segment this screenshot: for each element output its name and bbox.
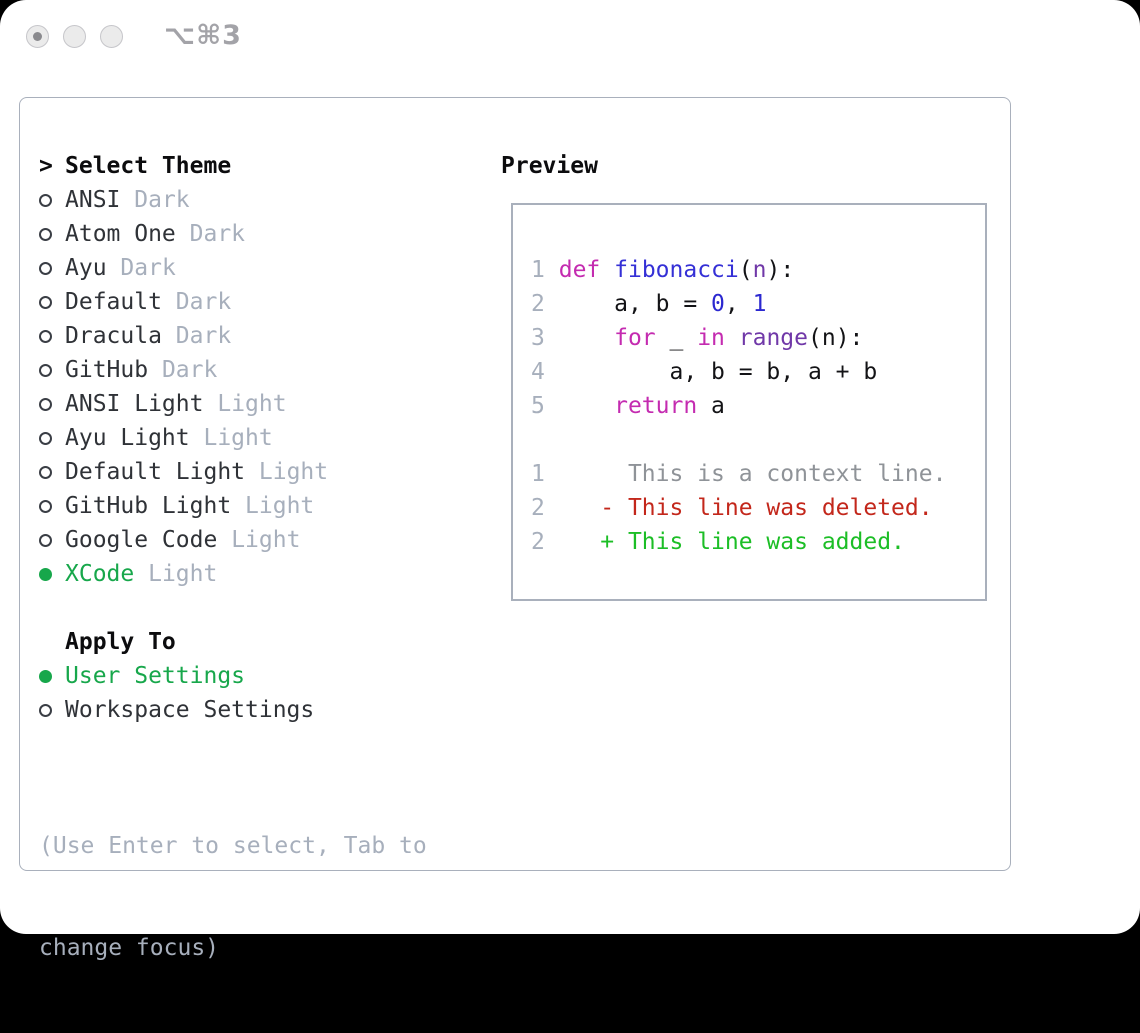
theme-name: Default: [65, 289, 162, 315]
code-line: 2 + This line was added.: [531, 529, 905, 555]
theme-name: Ayu: [65, 255, 107, 281]
apply-option-workspace-settings[interactable]: [39, 693, 427, 727]
apply-option-label: User Settings: [65, 663, 246, 689]
preview-box: [511, 203, 987, 601]
theme-variant: Light: [258, 459, 329, 485]
prompt-caret-icon: >: [39, 153, 53, 179]
theme-name: Google Code: [65, 527, 218, 553]
window-zoom-button[interactable]: [100, 25, 123, 48]
radio-icon: [39, 364, 52, 377]
theme-list: [39, 149, 427, 1033]
keyboard-hint: [39, 761, 427, 1033]
keyboard-hint-line-2: change focus): [39, 935, 220, 961]
code-preview: [531, 253, 946, 559]
theme-name: Atom One: [65, 221, 176, 247]
theme-option-ayu-light[interactable]: [39, 421, 427, 455]
radio-icon: [39, 262, 52, 275]
theme-name: ANSI Light: [65, 391, 204, 417]
apply-option-label: Workspace Settings: [65, 697, 315, 723]
radio-selected-icon: [39, 670, 52, 683]
code-line: 3 for _ in range(n):: [531, 325, 864, 351]
preview-title: Preview: [501, 153, 598, 179]
theme-option-github-light[interactable]: [39, 489, 427, 523]
radio-icon: [39, 534, 52, 547]
code-line: 2 - This line was deleted.: [531, 495, 933, 521]
theme-name: Dracula: [65, 323, 162, 349]
code-line: 4 a, b = b, a + b: [531, 359, 878, 385]
code-line: 5 return a: [531, 393, 725, 419]
theme-option-google-code[interactable]: [39, 523, 427, 557]
theme-name: ANSI: [65, 187, 121, 213]
theme-variant: Dark: [134, 187, 190, 213]
radio-icon: [39, 500, 52, 513]
theme-option-atom-one[interactable]: [39, 217, 427, 251]
theme-name: XCode: [65, 561, 135, 587]
apply-option-user-settings[interactable]: [39, 659, 427, 693]
theme-variant: Dark: [175, 323, 232, 349]
code-line: 1 def fibonacci(n):: [531, 257, 795, 283]
radio-selected-icon: [39, 568, 52, 581]
radio-icon: [39, 194, 52, 207]
titlebar: [0, 0, 1140, 70]
radio-icon: [39, 432, 52, 445]
code-line: 1 This is a context line.: [531, 461, 947, 487]
window-minimize-button[interactable]: [63, 25, 86, 48]
theme-name: GitHub: [65, 357, 149, 383]
main-panel: [19, 97, 1011, 961]
theme-name: GitHub Light: [65, 493, 232, 519]
apply-to-title: Apply To: [65, 629, 176, 655]
theme-option-default-light[interactable]: [39, 455, 427, 489]
keyboard-hint-line-1: (Use Enter to select, Tab to: [39, 833, 427, 859]
radio-icon: [39, 466, 52, 479]
theme-option-ansi[interactable]: [39, 183, 427, 217]
radio-icon: [39, 228, 52, 241]
theme-name: Default Light: [65, 459, 246, 485]
theme-option-default[interactable]: [39, 285, 427, 319]
code-line: [531, 423, 946, 457]
theme-option-ansi-light[interactable]: [39, 387, 427, 421]
theme-name: Ayu Light: [65, 425, 190, 451]
theme-variant: Light: [148, 561, 218, 587]
theme-option-xcode[interactable]: [39, 557, 427, 591]
theme-variant: Light: [245, 493, 315, 519]
theme-variant: Light: [203, 425, 273, 451]
window-shortcut-title: ⌥⌘3: [164, 20, 242, 51]
window-close-button[interactable]: [26, 25, 49, 48]
theme-variant: Light: [217, 391, 287, 417]
theme-variant: Dark: [120, 255, 176, 281]
theme-option-dracula[interactable]: [39, 319, 427, 353]
theme-list-title: Select Theme: [65, 153, 232, 179]
window-button-dot-icon: [33, 32, 42, 41]
theme-variant: Dark: [189, 221, 246, 247]
theme-variant: Light: [231, 527, 301, 553]
theme-option-ayu[interactable]: [39, 251, 427, 285]
apply-to-header: [39, 625, 427, 659]
theme-option-github[interactable]: [39, 353, 427, 387]
radio-icon: [39, 296, 52, 309]
theme-options: [39, 183, 427, 591]
apply-to-options: [39, 659, 427, 727]
radio-icon: [39, 398, 52, 411]
radio-icon: [39, 704, 52, 717]
code-line: 2 a, b = 0, 1: [531, 291, 767, 317]
theme-variant: Dark: [175, 289, 232, 315]
theme-list-header: [39, 149, 427, 183]
theme-variant: Dark: [161, 357, 218, 383]
radio-icon: [39, 330, 52, 343]
